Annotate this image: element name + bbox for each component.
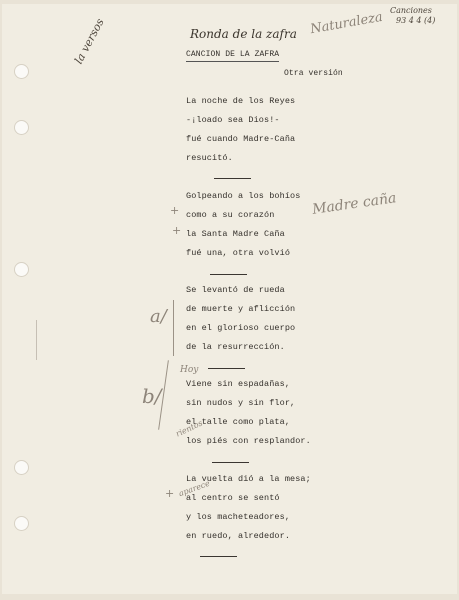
poem-line: en ruedo, alrededor.	[186, 531, 291, 541]
margin-note-left-b: b/	[142, 384, 162, 408]
stanza-divider	[200, 556, 237, 557]
binder-hole	[14, 64, 29, 79]
poem-line: La vuelta dió a la mesa;	[186, 474, 311, 484]
stanza-divider	[208, 368, 245, 369]
stanza-divider	[210, 274, 247, 275]
poem-line: -¡loado sea Dios!-	[186, 115, 280, 125]
margin-note-top-right: Naturaleza	[309, 9, 384, 38]
pencil-cross-mark: +	[170, 204, 180, 217]
subtitle: Otra versión	[284, 69, 343, 78]
binder-hole	[14, 516, 29, 531]
typed-title: CANCION DE LA ZAFRA	[186, 50, 280, 59]
poem-line: la Santa Madre Caña	[186, 229, 285, 239]
poem-line: Golpeando a los bohíos	[186, 191, 301, 201]
poem-line: de muerte y aflicción	[186, 304, 296, 314]
poem-line: Se levantó de rueda	[186, 285, 285, 295]
poem-line: sin nudos y sin flor,	[186, 398, 296, 408]
annotation-above-line: aparece	[177, 478, 211, 499]
pencil-cross-mark: +	[172, 224, 182, 237]
margin-note-top-left: la versos	[72, 16, 107, 67]
poem-line: La noche de los Reyes	[186, 96, 296, 106]
poem-line: el talle como plata,	[186, 417, 291, 427]
archive-code: 93 4 4 (4)	[396, 16, 436, 25]
binder-hole	[14, 262, 29, 277]
poem-line: y los macheteadores,	[186, 512, 291, 522]
handwritten-title: Ronda de la zafra	[190, 27, 297, 41]
annotation-above-line: Hoy	[180, 365, 199, 375]
pencil-stroke	[36, 320, 37, 360]
poem-line: resucitó.	[186, 153, 233, 163]
annotation-above-line: rientos	[174, 418, 204, 439]
poem-line: como a su corazón	[186, 210, 275, 220]
archive-label: Canciones	[390, 6, 432, 15]
poem-line: Viene sin espadañas,	[186, 379, 291, 389]
title-underline	[186, 61, 279, 62]
manuscript-page	[2, 4, 457, 594]
poem-line: fué una, otra volvió	[186, 248, 291, 258]
pencil-cross-mark: +	[165, 487, 175, 500]
poem-line: al centro se sentó	[186, 493, 280, 503]
poem-line: fué cuando Madre-Caña	[186, 134, 296, 144]
stanza-divider	[212, 462, 249, 463]
poem-line: de la resurrección.	[186, 342, 285, 352]
poem-line: en el glorioso cuerpo	[186, 323, 296, 333]
stanza-divider	[214, 178, 251, 179]
margin-note-right: Madre caña	[311, 190, 398, 218]
pencil-bracket-line	[173, 300, 174, 356]
binder-hole	[14, 120, 29, 135]
margin-note-left-a: a/	[150, 306, 167, 327]
poem-line: los piés con resplandor.	[186, 436, 311, 446]
binder-hole	[14, 460, 29, 475]
